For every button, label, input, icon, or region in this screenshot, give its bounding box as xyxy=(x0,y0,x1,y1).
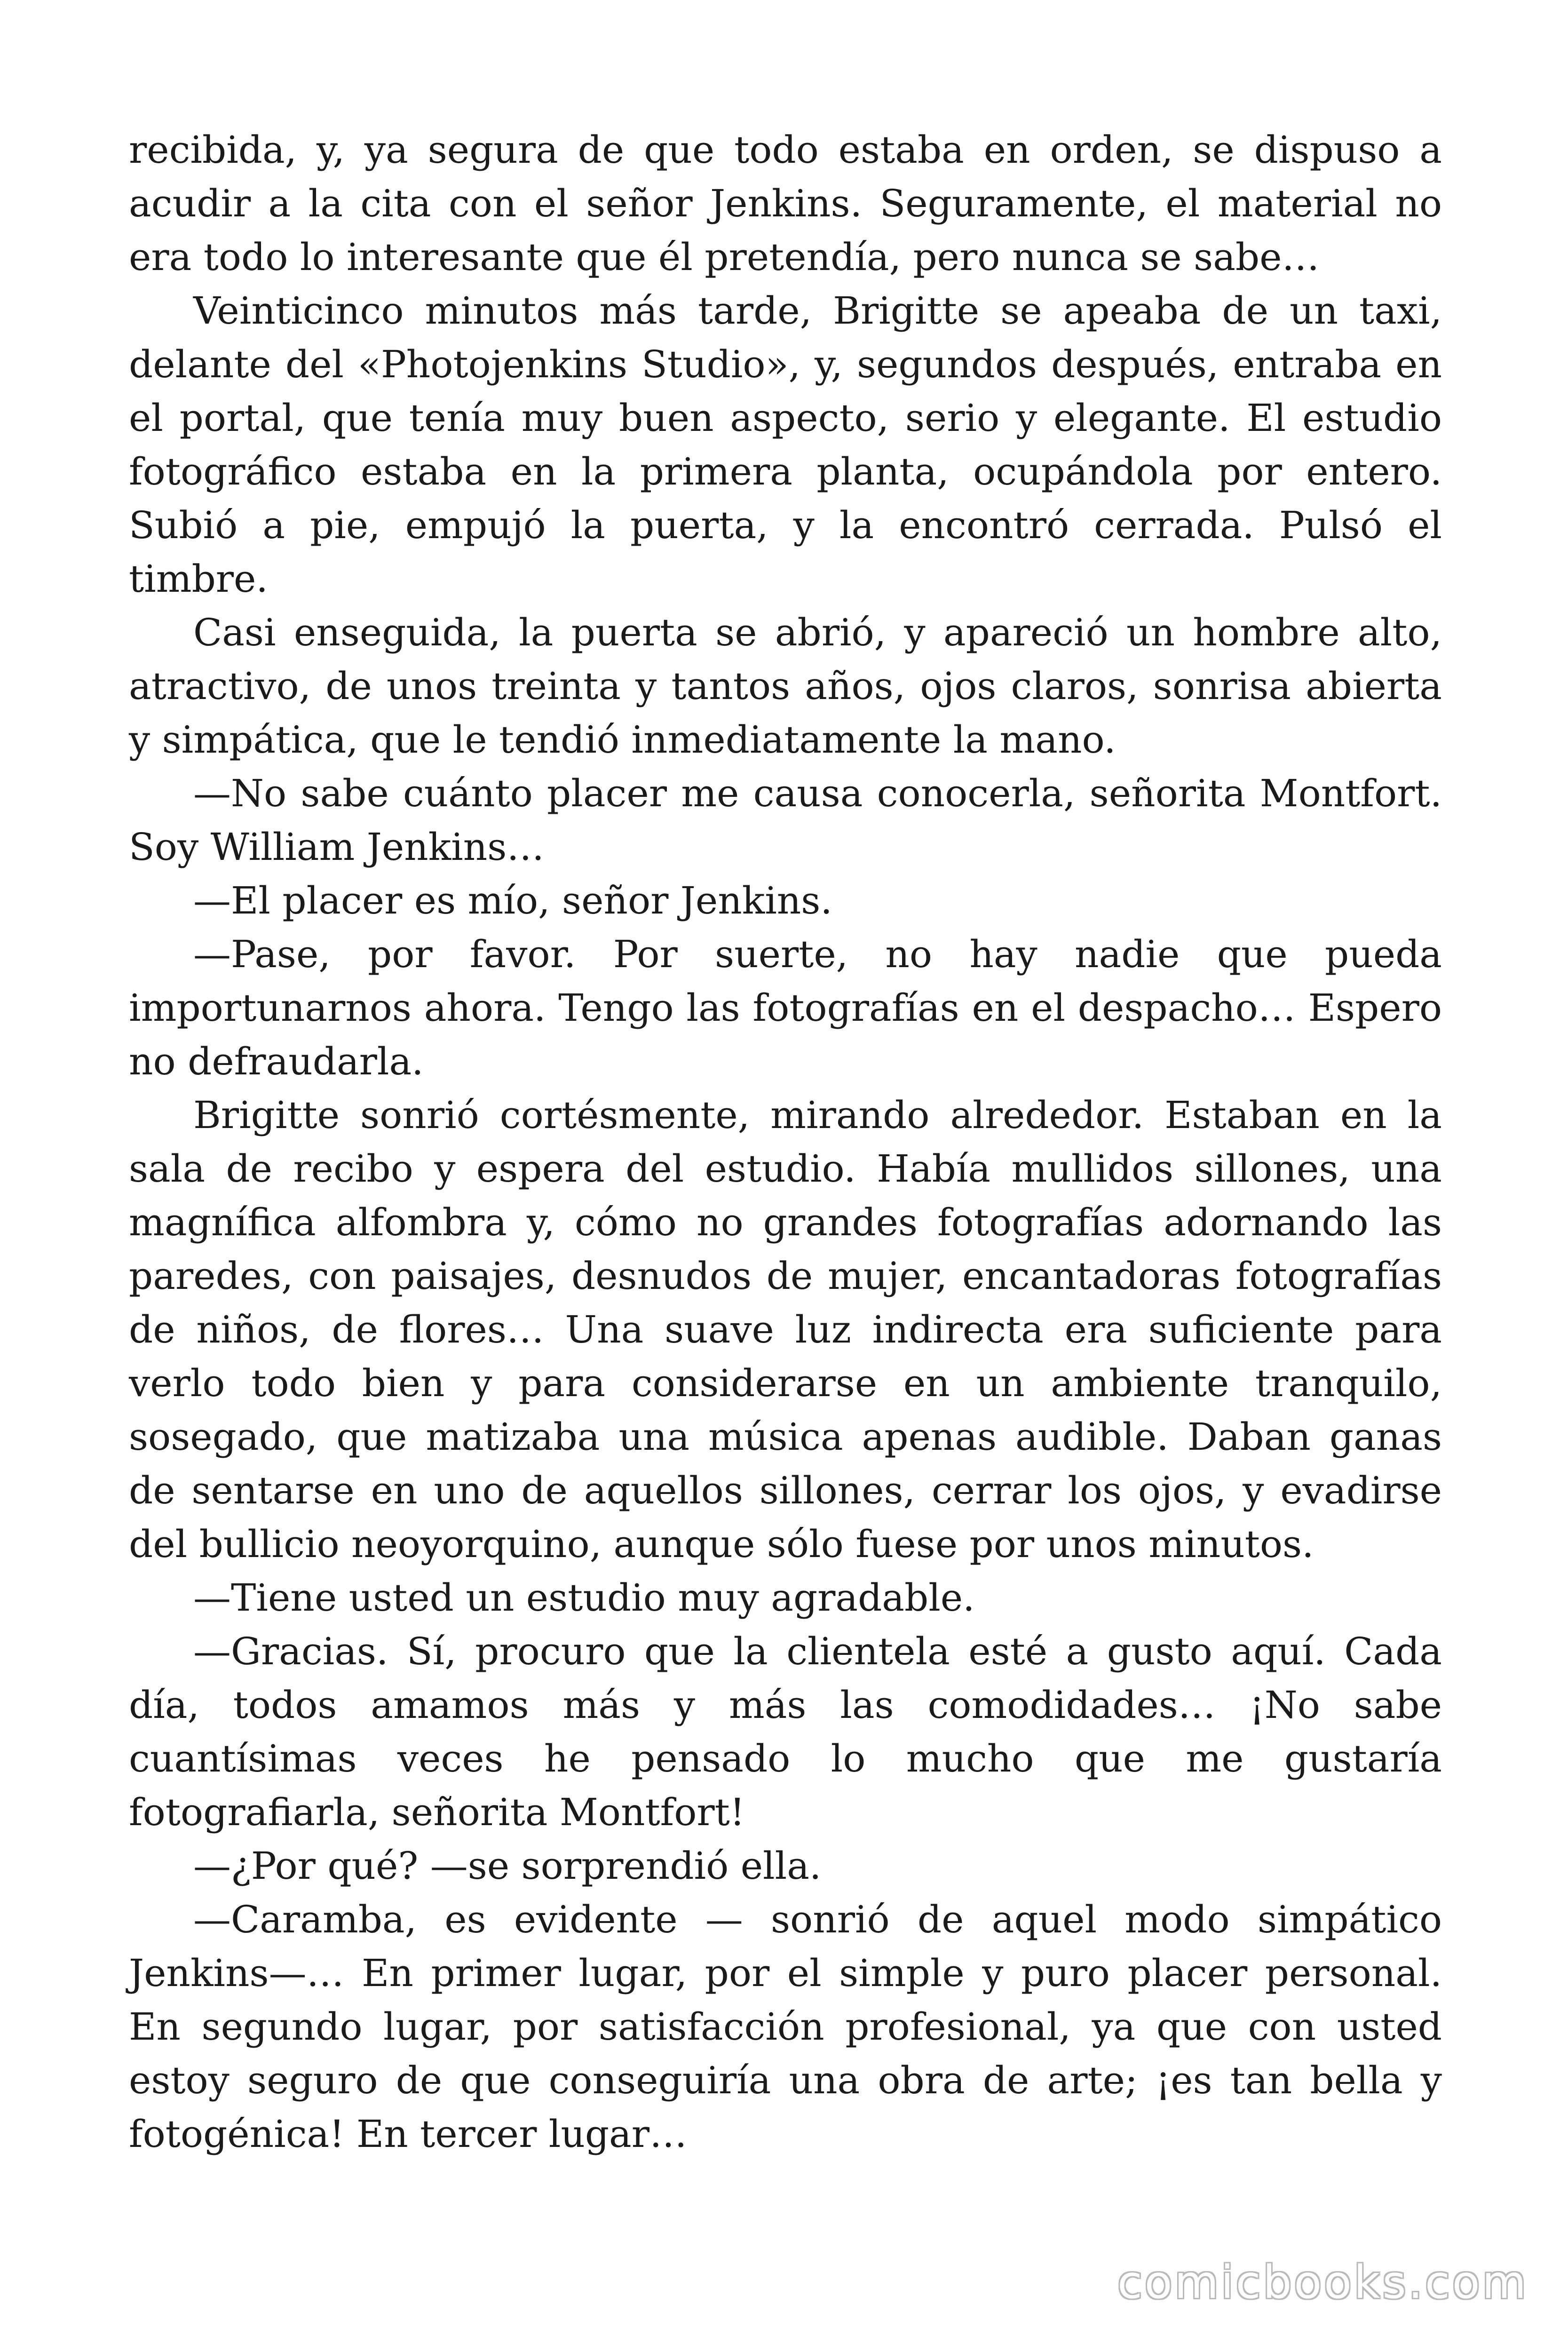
dialogue-line: —Pase, por favor. Por suerte, no hay nadie que pueda importunarnos ahora. Tengo las fotografías en el despacho… Espero no defraudarla. xyxy=(129,932,1442,1083)
dialogue-line: —Caramba, es evidente — sonrió de aquel modo simpático Jenkins—… En primer lugar, por el simple y puro placer personal. En segundo lugar, por satisfacción profesional, ya que con usted estoy seguro de que conseguiría una obra de arte; ¡es tan bella y fotogénica! En tercer lugar… xyxy=(129,1898,1442,2156)
body-text xyxy=(129,123,1442,2161)
paragraph: Veinticinco minutos más tarde, Brigitte se apeaba de un taxi, delante del «Photojenkins Studio», y, segundos después, entraba en el portal, que tenía muy buen aspecto, serio y elegante. El estudio fotográfico estaba en la primera planta, ocupándola por entero. Subió a pie, empujó la puerta, y la encontró cerrada. Pulsó el timbre. xyxy=(129,289,1442,601)
paragraph: Brigitte sonrió cortésmente, mirando alrededor. Estaban en la sala de recibo y espera del estudio. Había mullidos sillones, una magnífica alfombra y, cómo no grandes fotografías adornando las paredes, con paisajes, desnudos de mujer, encantadoras fotografías de niños, de flores… Una suave luz indirecta era suficiente para verlo todo bien y para considerarse en un ambiente tranquilo, sosegado, que matizaba una música apenas audible. Daban ganas de sentarse en uno de aquellos sillones, cerrar los ojos, y evadirse del bullicio neoyorquino, aunque sólo fuese por unos minutos. xyxy=(129,1093,1442,1566)
dialogue-line: —El placer es mío, señor Jenkins. xyxy=(193,879,832,922)
dialogue-line: —¿Por qué? —se sorprendió ella. xyxy=(193,1844,822,1888)
dialogue-line: —No sabe cuánto placer me causa conocerla, señorita Montfort. Soy William Jenkins… xyxy=(129,771,1442,869)
watermark: comicbooks.com xyxy=(1117,2256,1528,2309)
dialogue-line: —Gracias. Sí, procuro que la clientela esté a gusto aquí. Cada día, todos amamos más y más las comodidades… ¡No sabe cuantísimas veces he pensado lo mucho que me gustaría fotografiarla, señorita Montfort! xyxy=(129,1629,1442,1834)
paragraph-continuation: recibida, y, ya segura de que todo estaba en orden, se dispuso a acudir a la cita con el señor Jenkins. Seguramente, el material no era todo lo interesante que él pretendía, pero nunca se sabe… xyxy=(129,128,1442,279)
paragraph: Casi enseguida, la puerta se abrió, y apareció un hombre alto, atractivo, de unos treinta y tantos años, ojos claros, sonrisa abierta y simpática, que le tendió inmediatamente la mano. xyxy=(129,611,1442,762)
dialogue-line: —Tiene usted un estudio muy agradable. xyxy=(193,1576,975,1620)
